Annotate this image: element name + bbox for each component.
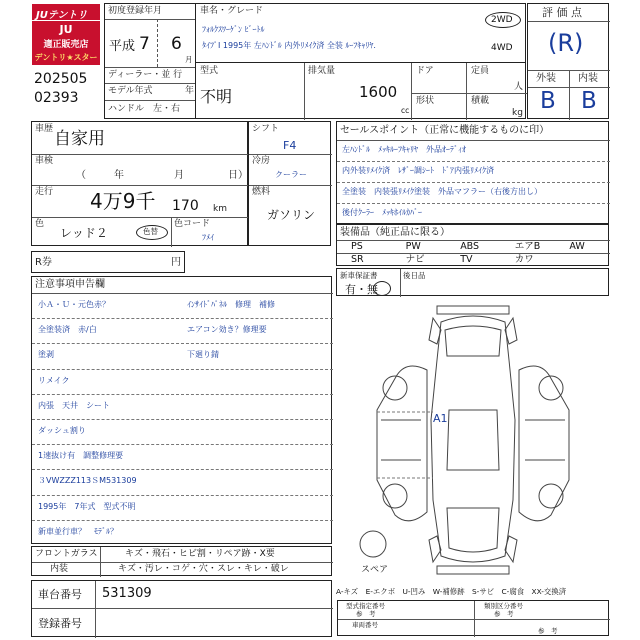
front-glass-label: フロントガラス [35, 549, 98, 559]
color-code-value: ﾌﾒｲ [202, 233, 214, 242]
inspection-month: 月 [174, 170, 184, 181]
ju-logo [32, 21, 100, 65]
recycle-label: R券 [35, 257, 52, 268]
dealer-mark: 適正販売店 [43, 40, 89, 50]
drive-4wd: 4WD [491, 43, 513, 53]
color-change: 色替 [143, 227, 158, 236]
capacity-label: 定員 [471, 66, 490, 76]
note-left-6: 1速抜け有 調整修理要 [38, 451, 124, 461]
model-year-label: モデル年式 [108, 86, 153, 96]
sales-point-2: 内外装ﾘﾒｲｸ済 ﾚｻﾞｰ調ｼｰﾄ ﾄﾞｱ内張ﾘﾒｲｸ済 [342, 166, 494, 175]
fuel-label: 燃料 [252, 187, 271, 197]
shape-label: 形状 [416, 96, 435, 106]
sales-point-3: 全塗装 内装張ﾘﾒｲｸ塗装 外品マフラー（右後方出し） [342, 187, 542, 196]
reg-month: 6 [171, 34, 182, 54]
notes-box [31, 276, 332, 544]
warranty-box [336, 268, 609, 296]
inspection-day: 日） [228, 170, 248, 181]
ref-label-2: 参 考 [494, 610, 514, 618]
name-grade-box [195, 3, 526, 63]
note-left-9: 新車並行車？ ﾓﾃﾞﾙ？ [38, 526, 118, 536]
usage-value: 自家用 [54, 129, 105, 149]
grade-box [527, 3, 609, 119]
ac-value: クーラー [275, 170, 307, 179]
load-unit: kg [512, 108, 523, 118]
note-left-4: 内張 天井 シート [38, 400, 110, 410]
displacement-label: 排気量 [308, 66, 336, 76]
name-label: 車名・グレード [200, 6, 264, 16]
damage-mark-a1: A1 [433, 412, 448, 425]
mileage-label: 走行 [35, 187, 54, 197]
note-right-1: エアコン効き？修理要 [187, 325, 267, 335]
ac-label: 冷房 [252, 156, 271, 166]
chassis-box [31, 580, 332, 637]
inspection-label: 車検 [35, 156, 54, 166]
note-right-0: ｲﾝｻｲﾄﾞﾊﾟﾈﾙ 修理 補修 [187, 300, 275, 309]
reg-month-unit: 月 [185, 55, 193, 64]
sales-point-4: 後付ｸｰﾗｰ ﾒｯｷﾎｲﾙｶﾊﾞｰ [342, 208, 422, 217]
usage-label: 車歴 [35, 124, 54, 134]
reg-year: 7 [139, 34, 150, 54]
recycle-unit: 円 [171, 257, 181, 268]
sales-points-box [336, 121, 609, 224]
warranty-value: 有・無 [345, 283, 378, 296]
load-label: 積載 [471, 96, 490, 106]
warranty-circle [373, 281, 391, 296]
damage-legend: A-キズ E-エクボ U-凹み W-補修跡 S-サビ C-腐食 XX-交換済 [336, 587, 567, 596]
spare-label: スペア [361, 565, 389, 575]
int-cond-label: 内装 [50, 564, 69, 574]
vehicle-number-label: 車両番号 [352, 621, 378, 629]
chassis-label: 車台番号 [38, 588, 82, 601]
equipment-row-1 [337, 241, 610, 253]
note-left-1: 全塗装済 赤/白 [38, 325, 97, 335]
note-right-2: 下廻り錆 [187, 350, 219, 360]
chassis-value: 531309 [102, 586, 152, 601]
car-diagram [337, 300, 609, 580]
grade-value: (R) [548, 29, 584, 57]
dealer-label: ディーラー・並 行 [108, 70, 183, 80]
mileage-unit: km [213, 204, 227, 214]
shift-label: シフト [252, 124, 280, 134]
ref-label-3: 参 考 [538, 627, 558, 635]
displacement-unit: cc [401, 106, 410, 115]
model-value: 不明 [200, 87, 233, 106]
reg-label: 初度登録年月 [108, 6, 163, 16]
mileage-value: 4万9千 [90, 189, 156, 213]
plate-label: 登録番号 [38, 617, 82, 630]
model-spec-label: 型式指定番号 [346, 602, 385, 610]
int-cond-value: キズ・汚レ・コゲ・穴・スレ・キレ・破レ [118, 564, 289, 574]
ref-label-1: 参 考 [356, 610, 376, 618]
interior-value: B [581, 88, 597, 114]
exterior-label: 外装 [536, 73, 556, 84]
inspection-paren: （ [76, 170, 86, 181]
fuel-value: ガソリン [267, 208, 316, 222]
equipment-box [336, 224, 609, 266]
equip-r1-2: ABS [460, 241, 480, 252]
equip-r1-1: PW [405, 241, 421, 252]
note-left-2: 塗剥 [38, 350, 54, 360]
equipment-label: 装備品（純正品に限る） [340, 227, 450, 238]
equipment-row-2 [337, 254, 610, 266]
displacement-value: 1600 [359, 83, 398, 101]
color-value: レッド２ [60, 226, 108, 240]
inspection-year: 年 [114, 170, 124, 181]
handle-label: ハンドル 左・右 [108, 104, 181, 114]
recycle-box [31, 251, 185, 273]
note-left-3: リメイク [38, 375, 70, 385]
type-spec-label: 類別区分番号 [484, 602, 523, 610]
name-line2: ﾀｲﾌﾟⅠ 1995年 左ﾊﾝﾄﾞﾙ 内外ﾘﾒｲｸ済 全装 ﾙｰﾌｷｬﾘﾔ. [202, 41, 376, 50]
capacity-unit: 人 [514, 82, 524, 92]
registration-box [104, 3, 196, 119]
sales-points-label: セールスポイント（正常に機能するものに印） [340, 125, 550, 136]
mileage-extra: 170 [172, 198, 199, 214]
spec-box [195, 62, 526, 119]
interior-label: 内装 [578, 73, 598, 84]
warranty-label: 新車保証書 [340, 271, 378, 280]
equip-r2-1: ナビ [405, 254, 425, 265]
shift-box [248, 121, 331, 246]
model-label: 型式 [200, 66, 219, 76]
usage-box [31, 121, 248, 246]
note-left-7: ３VWZZZ113ＳM531309 [38, 476, 137, 486]
sales-point-1: 左ﾊﾝﾄﾞﾙ ﾒｯｷﾙｰﾌｷｬﾘﾔ 外品ｵｰﾃﾞｨｵ [342, 145, 466, 154]
shift-value: F4 [283, 139, 297, 152]
grade-label: 評 価 点 [542, 6, 582, 19]
condition-box [31, 546, 332, 576]
equip-r1-3: エアB [514, 241, 541, 252]
exterior-value: B [540, 88, 556, 114]
equip-r1-0: PS [351, 241, 363, 252]
front-glass-value: キズ・飛石・ヒビ割・リペア跡・X要 [125, 549, 275, 559]
equip-r2-0: SR [351, 254, 364, 265]
color-label: 色 [35, 219, 45, 229]
star-mark: デントリ★スター [34, 53, 98, 62]
color-code-label: 色コード [174, 219, 211, 229]
doors-label: ドア [416, 66, 434, 76]
stock-number-1: 202505 [34, 71, 88, 87]
equip-r1-4: AW [569, 241, 585, 252]
stock-number-2: 02393 [34, 90, 79, 106]
bottom-ref-box [337, 600, 609, 636]
ju-mark: JU [59, 23, 73, 36]
notes-label: 注意事項申告欄 [35, 279, 105, 290]
equip-r2-3: カワ [514, 254, 534, 265]
name-line1: ﾌｫﾙｸｽﾜｰｹﾞﾝ ﾋﾞｰﾄﾙ [202, 25, 265, 34]
note-left-0: 小Ａ・Ｕ・元色赤？ [38, 300, 110, 309]
note-left-5: ダッシュ割り [38, 426, 86, 435]
reg-era: 平成 [109, 39, 136, 54]
brand-logo: JUテントリ [32, 4, 100, 20]
drive-2wd: 2WD [491, 15, 513, 25]
warranty-date-label: 後日品 [403, 271, 426, 280]
model-year-unit: 年 [185, 86, 195, 96]
note-left-8: 1995年 7年式 型式不明 [38, 501, 136, 511]
equip-r2-2: TV [460, 254, 473, 265]
